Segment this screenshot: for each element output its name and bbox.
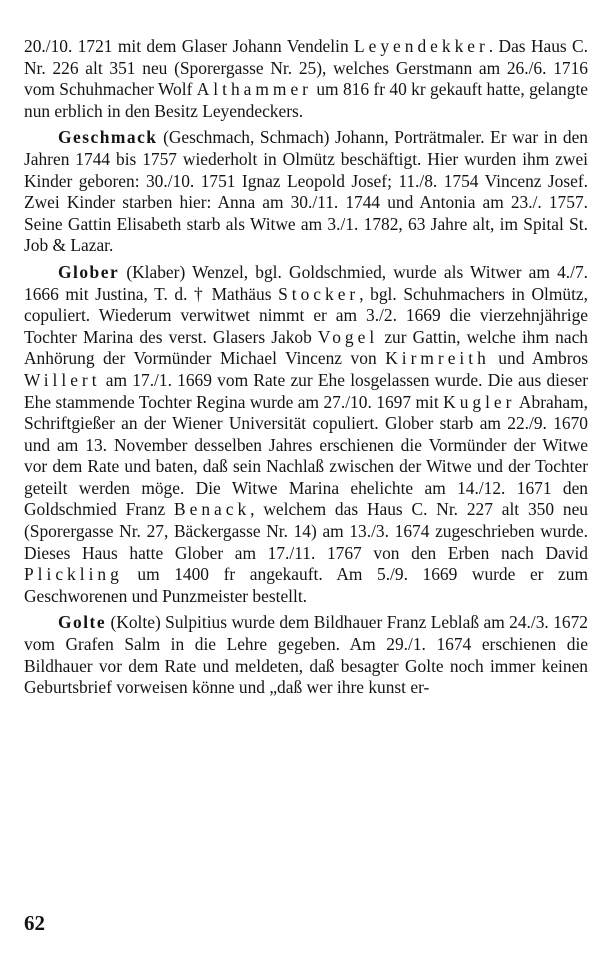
- text-segment: um 816 fr 40 kr gekauft hatte, gelangte nun erblich in den Besitz Leyendeckers.: [24, 79, 588, 121]
- text-segment: um 1400 fr angekauft. Am 5./9. 1669 wurde er zum Geschworenen und Punzmeister bestellt.: [24, 564, 588, 606]
- page-number: 62: [24, 911, 45, 935]
- text-segment: , bgl. Schuhmachers in Olmütz, copuliert. Wiederum verwitwet nimmt er am 3./2. 1669 die vierzehnjährige Tochter Marina des verst. Glasers Jakob: [24, 283, 588, 347]
- page-body: [24, 36, 588, 699]
- entry-geschmack: [24, 127, 588, 257]
- entry-glober: [24, 262, 588, 608]
- text-segment: zur Gattin, welche ihm nach Anhörung der Vormünder Michael Vincenz von: [24, 326, 588, 369]
- surname-spaced: Plickling: [24, 564, 123, 585]
- surname-spaced: Kugler: [443, 391, 516, 412]
- text-segment: am 17./1. 1669 vom Rate zur Ehe losgelassen wurde. Die aus dieser Ehe stammende Tochter Regina wurde am 27./10. 1697 mit: [24, 369, 588, 412]
- text-segment: . Das Haus C. Nr. 226 alt 351 neu (Sporergasse Nr. 25), welches Gerstmann am 26./6. 1716 vom Schuhmacher Wolf: [24, 36, 589, 100]
- paragraph-leyendecker: [24, 36, 588, 122]
- text-segment: (Kolte) Sulpitius wurde dem Bildhauer Franz Leblaß am 24./3. 1672 vom Grafen Salm in die Lehre gegeben. Am 29./1. 1674 erschienen die Bildhauer vor dem Rate und meldeten, daß besagter Golte noch immer keinen Geburtsbrief vorweisen könne und „daß wer ihre kunst er-: [24, 612, 588, 698]
- surname-spaced: Willert: [24, 369, 101, 390]
- surname-spaced: Stocker: [278, 283, 360, 304]
- entry-golte: [24, 612, 588, 698]
- entry-heading-name: Glober: [58, 261, 120, 282]
- surname-spaced: Benack: [174, 499, 251, 520]
- text-segment: und Ambros: [489, 348, 588, 369]
- surname-spaced: Leyendekker: [354, 36, 489, 56]
- text-segment: (Geschmach, Schmach) Johann, Porträtmaler. Er war in den Jahren 1744 bis 1757 wiederholt in Olmütz beschäftigt. Hier wurden ihm zwei Kinder geboren: 30./10. 1751 Ignaz Leopold Josef; 11./8. 1754 Vincenz Josef. Zwei Kinder starben hier: Anna am 30./11. 1744 und Antonia am 23./. 1757. Seine Gattin Elisabeth starb als Witwe am 3./1. 1782, 63 Jahre alt, im Spital St. Job & Lazar.: [24, 127, 588, 256]
- text-segment: , welchem das Haus C. Nr. 227 alt 350 neu (Sporergasse Nr. 27, Bäckergasse Nr. 14) am 13./3. 1674 zugeschrieben wurde. Dieses Haus hatte Glober am 17./11. 1767 von den Erben nach David: [24, 499, 588, 563]
- surname-spaced: Althammer: [196, 79, 312, 100]
- entry-heading-name: Geschmack: [58, 127, 158, 148]
- surname-spaced: Vogel: [317, 326, 379, 347]
- text-segment: 20./10. 1721 mit dem Glaser Johann Vendelin: [24, 36, 355, 56]
- text-segment: Abraham, Schriftgießer an der Wiener Universität copuliert. Glober starb am 22./9. 1670 und am 13. November desselben Jahres erschienen die Vormünder der Witwe vor dem Rate und baten, daß sein Nachlaß zwischen der Witwe und der Tochter geteilt werden möge. Die Witwe Marina ehelichte am 14./12. 1671 den Goldschmied Franz: [24, 391, 588, 520]
- surname-spaced: Kirmreith: [385, 348, 490, 369]
- text-segment: (Klaber) Wenzel, bgl. Goldschmied, wurde als Witwer am 4./7. 1666 mit Justina, T. d. † Mathäus: [24, 261, 588, 304]
- entry-heading-name: Golte: [58, 612, 107, 633]
